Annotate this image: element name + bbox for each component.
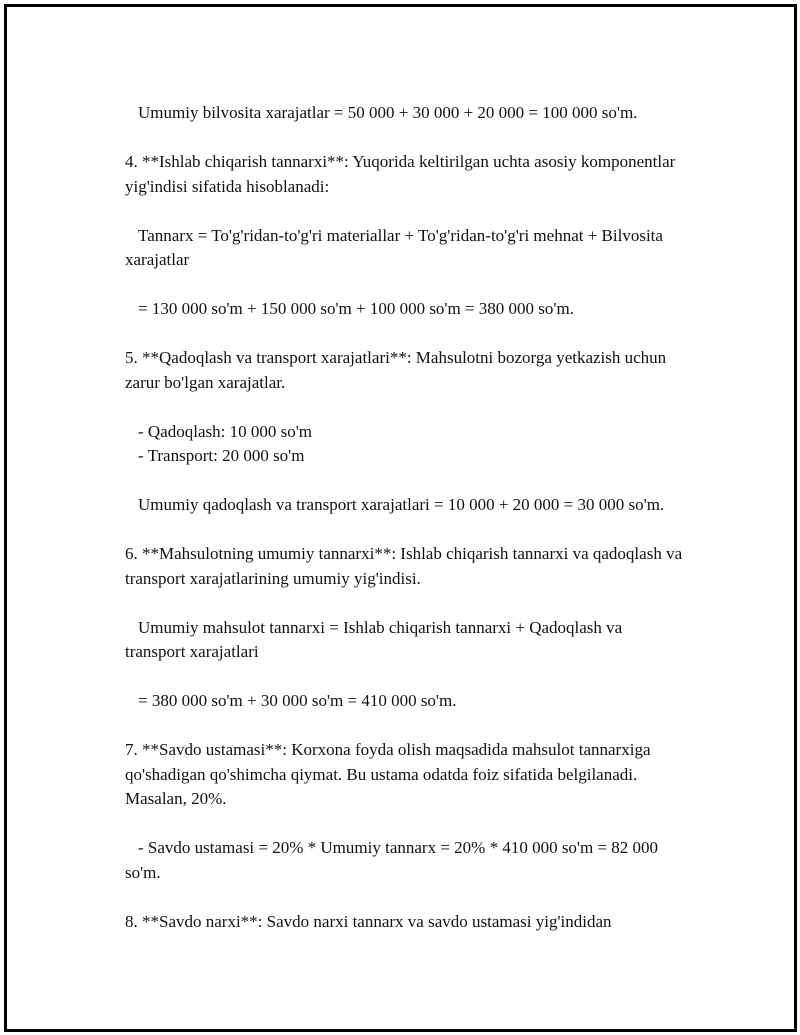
list-item-transport: - Transport: 20 000 so'm bbox=[138, 446, 305, 465]
list-item-packaging: - Qadoqlash: 10 000 so'm bbox=[138, 421, 312, 441]
paragraph-markup-calculation: - Savdo ustamasi = 20% * Umumiy tannarx = 20% * 410 000 so'm = 82 000 so'm. bbox=[125, 838, 663, 882]
document-body bbox=[125, 101, 685, 959]
paragraph-total-cost-result: = 380 000 so'm + 30 000 so'm = 410 000 so'm. bbox=[138, 691, 457, 710]
paragraph-cost-formula: Tannarx = To'g'ridan-to'g'ri materiallar + To'g'ridan-to'g'ri mehnat + Bilvosita xarajatlar bbox=[125, 225, 668, 269]
paragraph-packaging-transport-total: Umumiy qadoqlash va transport xarajatlari = 10 000 + 20 000 = 30 000 so'm. bbox=[138, 495, 665, 514]
paragraph-total-cost-formula: Umumiy mahsulot tannarxi = Ishlab chiqarish tannarxi + Qadoqlash va transport xarajatlari bbox=[125, 617, 627, 661]
paragraph-indirect-total: Umumiy bilvosita xarajatlar = 50 000 + 30 000 + 20 000 = 100 000 so'm. bbox=[138, 103, 638, 122]
paragraph-item-6-heading: 6. **Mahsulotning umumiy tannarxi**: Ishlab chiqarish tannarxi va qadoqlash va transport xarajatlarining umumiy yig'indisi. bbox=[125, 544, 687, 588]
paragraph-item-4-heading: 4. **Ishlab chiqarish tannarxi**: Yuqorida keltirilgan uchta asosiy komponentlar yig'indisi sifatida hisoblanadi: bbox=[125, 152, 680, 196]
paragraph-item-8-heading: 8. **Savdo narxi**: Savdo narxi tannarx va savdo ustamasi yig'indidan bbox=[125, 911, 612, 931]
paragraph-item-7-heading: 7. **Savdo ustamasi**: Korxona foyda olish maqsadida mahsulot tannarxiga qo'shadigan qo'shimcha qiymat. Bu ustama odatda foiz sifatida belgilanadi. Masalan, 20%. bbox=[125, 740, 655, 808]
paragraph-cost-result: = 130 000 so'm + 150 000 so'm + 100 000 so'm = 380 000 so'm. bbox=[138, 299, 574, 318]
page-frame bbox=[4, 4, 797, 1032]
paragraph-item-5-heading: 5. **Qadoqlash va transport xarajatlari**: Mahsulotni bozorga yetkazish uchun zarur bo'lgan xarajatlar. bbox=[125, 348, 671, 392]
